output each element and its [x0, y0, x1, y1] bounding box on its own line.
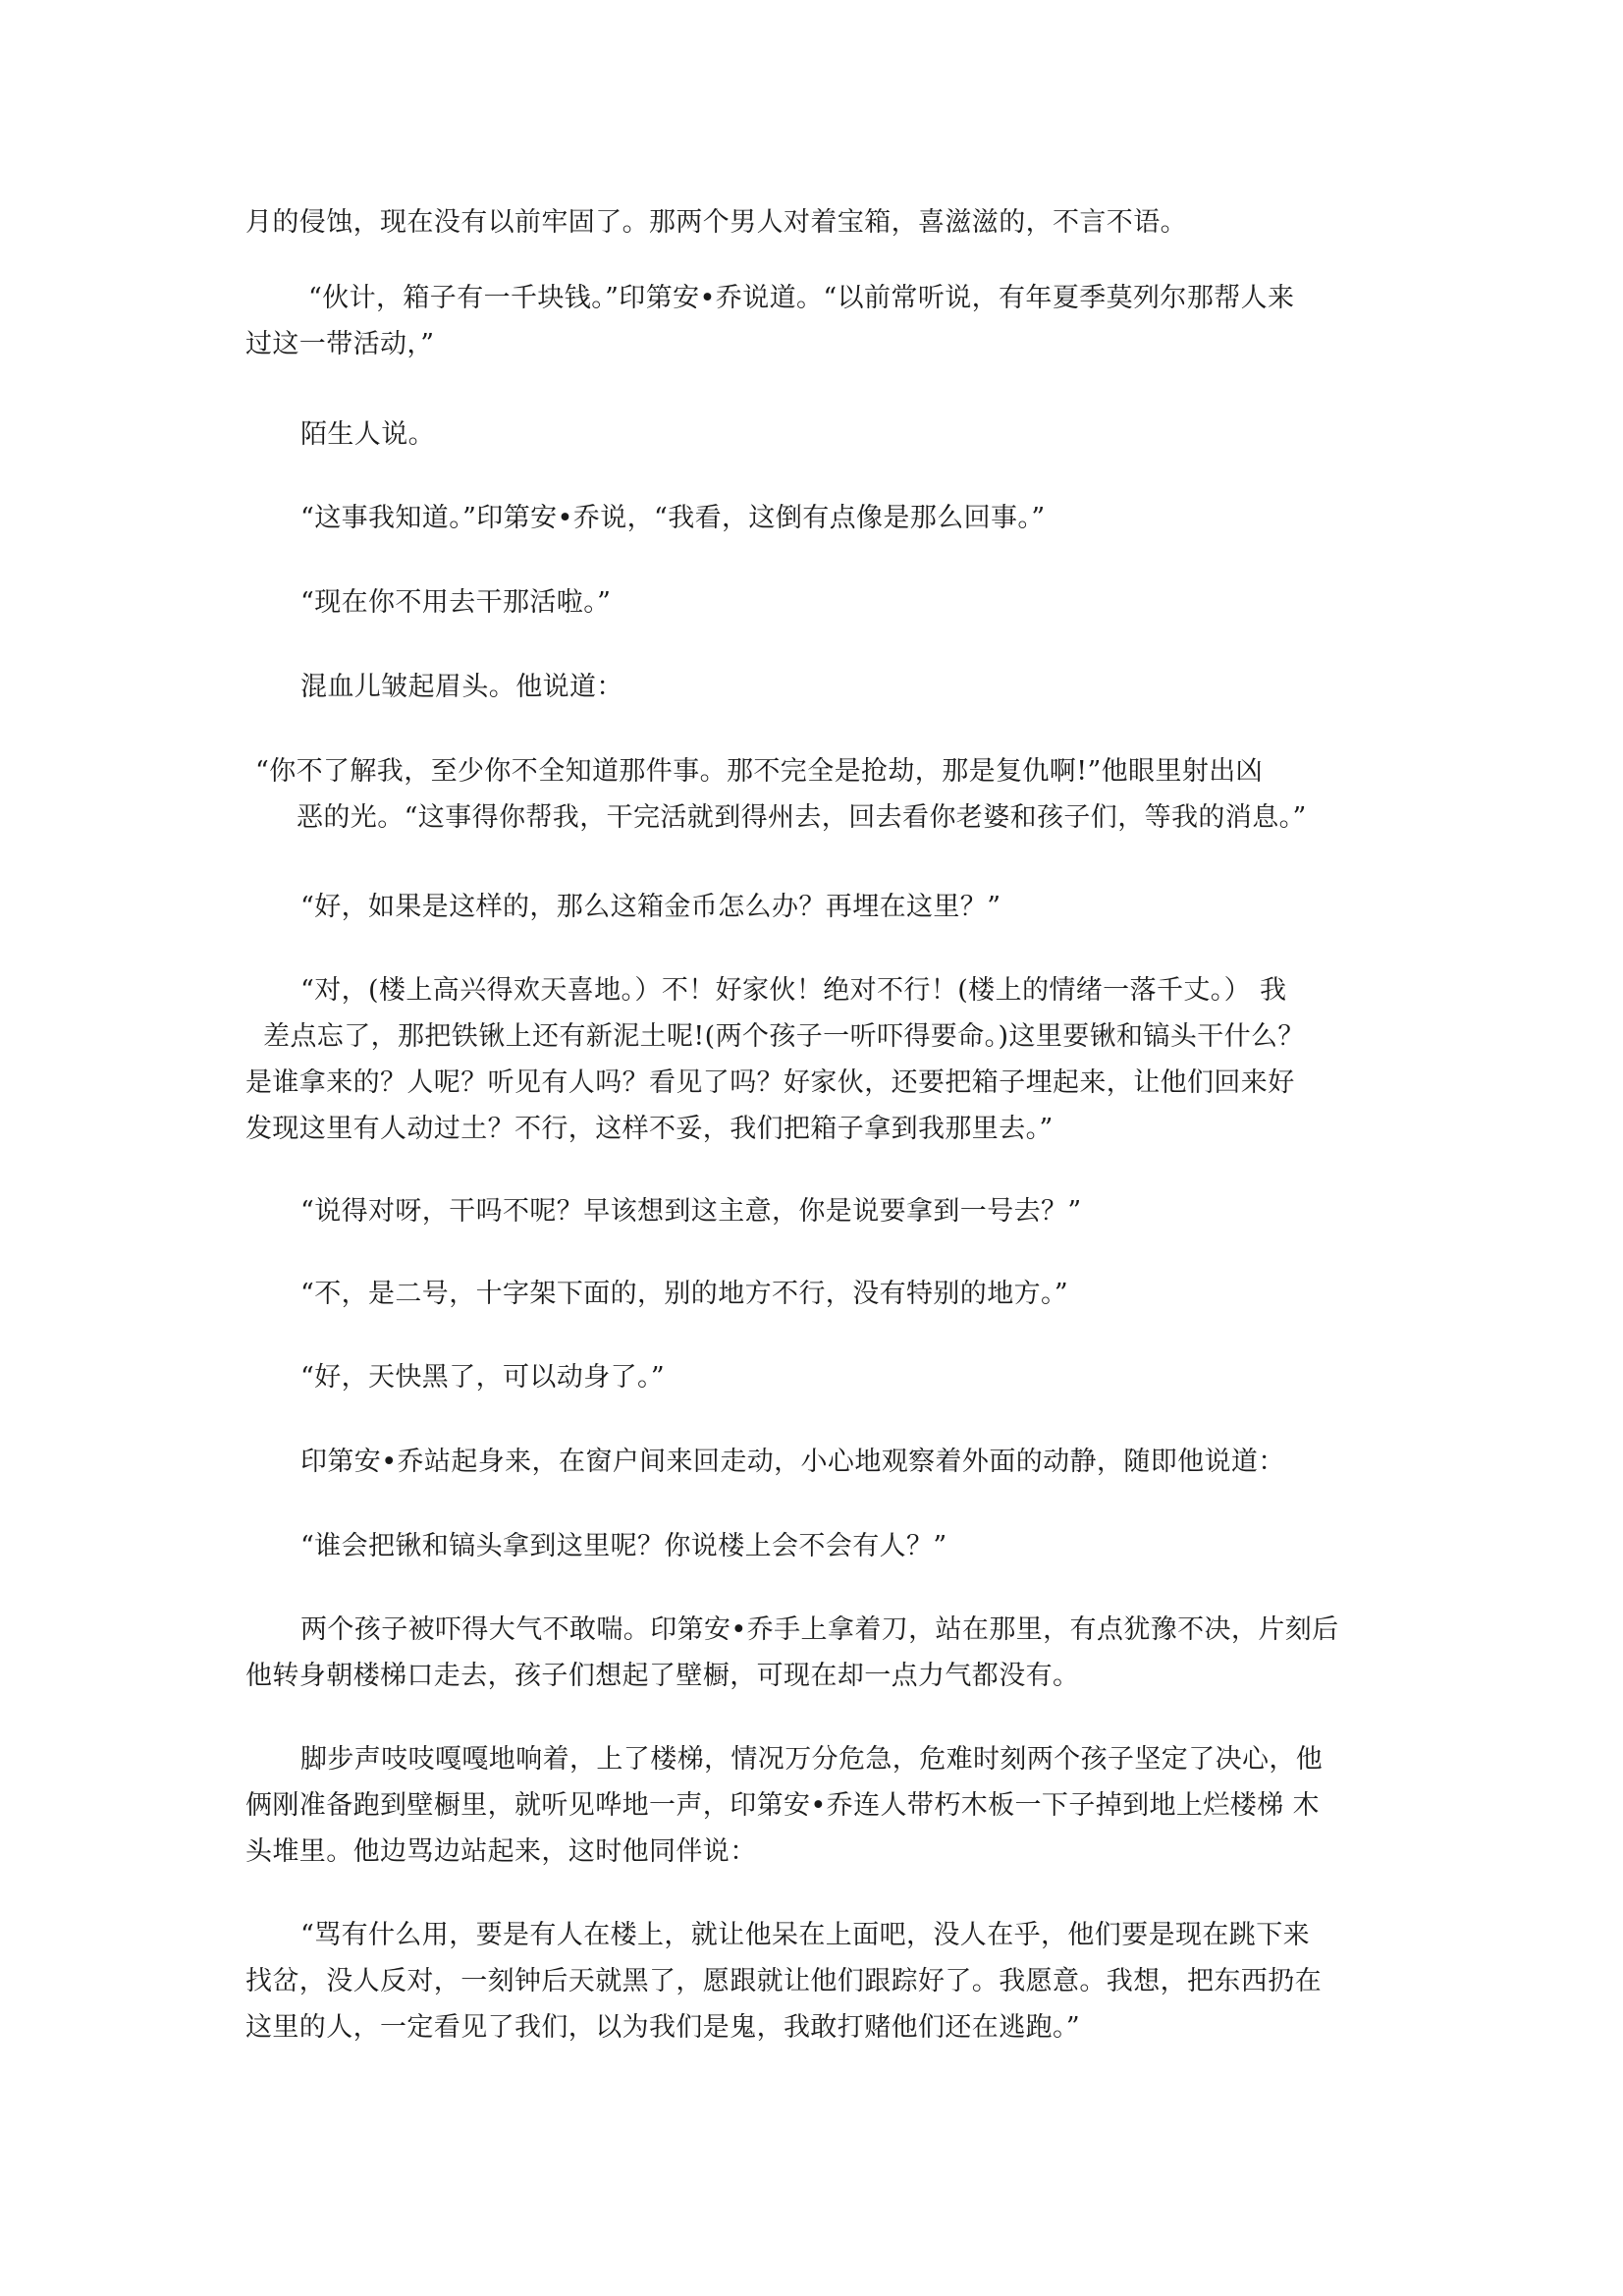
text-line: 月的侵蚀，现在没有以前牢固了。那两个男人对着宝箱，喜滋滋的，不言不语。: [245, 207, 1187, 238]
text-line: 这里的人，一定看见了我们，以为我们是鬼，我敢打赌他们还在逃跑。”: [245, 2012, 1081, 2043]
text-line: “好，天快黑了，可以动身了。”: [300, 1362, 666, 1393]
text-line: “好，如果是这样的，那么这箱金币怎么办？再埋在这里？”: [300, 892, 1001, 922]
text-line: “谁会把锹和镐头拿到这里呢？你说楼上会不会有人？”: [300, 1531, 947, 1561]
text-line: 俩刚准备跑到壁橱里，就听见哗地一声，印第安•乔连人带朽木板一下子掉到地上烂楼梯 木: [245, 1790, 1320, 1821]
text-line: 陌生人说。: [300, 419, 435, 450]
text-line: “你不了解我，至少你不全知道那件事。那不完全是抢劫，那是复仇啊!”他眼里射出凶: [255, 756, 1264, 787]
paragraph: [245, 967, 1384, 1152]
text-line: 印第安•乔站起身来，在窗户间来回走动，小心地观察着外面的动静，随即他说道：: [300, 1447, 1285, 1477]
paragraph: [245, 1271, 1384, 1317]
paragraph: [245, 199, 1384, 246]
text-line: 恶的光。“这事得你帮我，干完活就到得州去，回去看你老婆和孩子们，等我的消息。”: [297, 802, 1307, 833]
paragraph: [245, 1736, 1384, 1875]
text-line: “伙计，箱子有一千块钱。”印第安•乔说道。“以前常听说，有年夏季莫列尔那帮人来: [308, 283, 1295, 313]
paragraph: [245, 495, 1384, 541]
paragraph: [245, 1607, 1384, 1699]
paragraph: [245, 884, 1384, 930]
text-line: 头堆里。他边骂边站起来，这时他同伴说：: [245, 1836, 757, 1867]
text-line: “现在你不用去干那活啦。”: [300, 587, 612, 618]
paragraph: [245, 1439, 1384, 1485]
text-line: “对，(楼上高兴得欢天喜地。）不！好家伙！绝对不行！(楼上的情绪一落千丈。） 我: [300, 975, 1287, 1006]
text-line: “不，是二号，十字架下面的，别的地方不行，没有特别的地方。”: [300, 1279, 1069, 1309]
text-line: 找岔，没人反对，一刻钟后天就黑了，愿跟就让他们跟踪好了。我愿意。我想，把东西扔在: [245, 1966, 1322, 1996]
text-line: 他转身朝楼梯口走去，孩子们想起了壁橱，可现在却一点力气都没有。: [245, 1661, 1080, 1691]
paragraph: [245, 275, 1384, 367]
text-line: 脚步声吱吱嘎嘎地响着，上了楼梯，情况万分危急，危难时刻两个孩子坚定了决心，他: [300, 1744, 1324, 1775]
paragraph: [245, 579, 1384, 626]
paragraph: [245, 1188, 1384, 1234]
paragraph: [245, 1354, 1384, 1400]
paragraph: [245, 1912, 1384, 2050]
text-line: 差点忘了，那把铁锹上还有新泥土呢!(两个孩子一听吓得要命。)这里要锹和镐头干什么？: [263, 1021, 1305, 1052]
text-line: 两个孩子被吓得大气不敢喘。印第安•乔手上拿着刀，站在那里，有点犹豫不决，片刻后: [300, 1614, 1339, 1645]
text-line: 是谁拿来的？人呢？听见有人吗？看见了吗？好家伙，还要把箱子埋起来，让他们回来好: [245, 1067, 1295, 1098]
paragraph: [245, 411, 1384, 458]
paragraph: [245, 664, 1384, 710]
paragraph: [245, 748, 1384, 841]
text-line: “骂有什么用，要是有人在楼上，就让他呆在上面吧，没人在乎，他们要是现在跳下来: [300, 1920, 1311, 1950]
paragraph: [245, 1523, 1384, 1569]
text-line: 过这一带活动，”: [245, 329, 435, 359]
text-line: 混血儿皱起眉头。他说道：: [300, 672, 623, 702]
text-line: “说得对呀，干吗不呢？早该想到这主意，你是说要拿到一号去？”: [300, 1196, 1082, 1227]
text-line: “这事我知道。”印第安•乔说，“我看，这倒有点像是那么回事。”: [300, 503, 1046, 533]
text-line: 发现这里有人动过土？不行，这样不妥，我们把箱子拿到我那里去。”: [245, 1114, 1054, 1144]
